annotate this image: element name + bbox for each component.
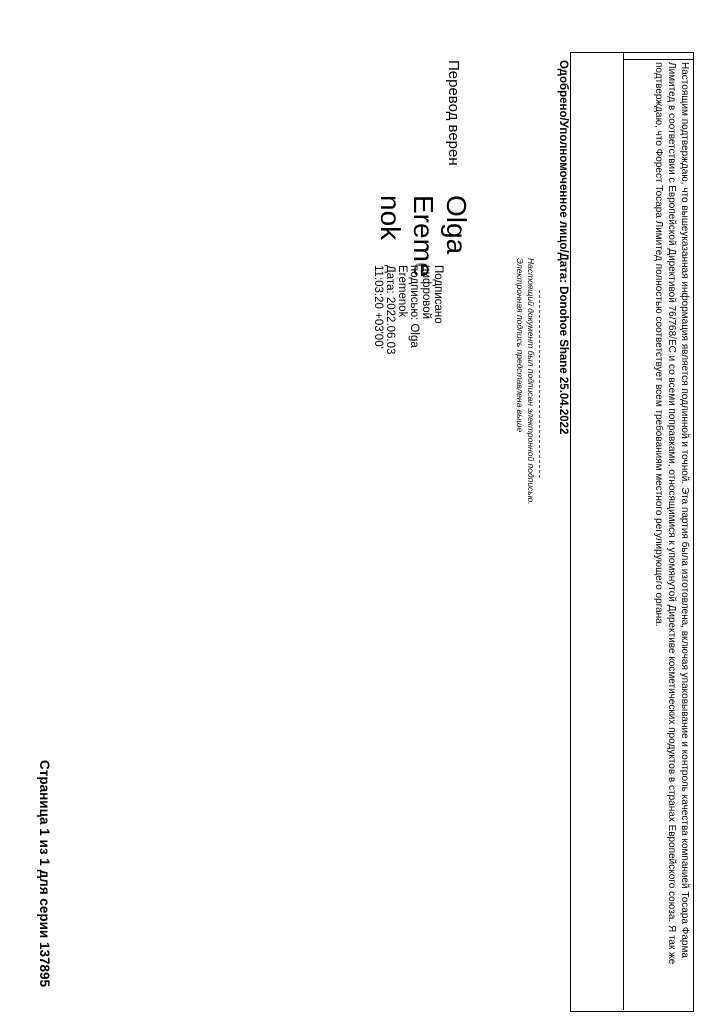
signature-line-6: 11:03:20 +03'00' — [372, 265, 384, 349]
translation-label: Перевод верен — [445, 60, 462, 166]
signer-name-part-3: nok — [375, 195, 406, 241]
page-footer: Страница 1 из 1 для серии 137895 — [37, 760, 52, 988]
table-divider — [624, 59, 694, 60]
signature-line-3: подписью: Olga — [408, 265, 420, 348]
confirmation-text-line-3: подтверждаю, что Форест Тосара Лимитед полностью соответствует всем требованиям местного регулирующего органа. — [653, 62, 664, 627]
signature-line-1: Подписано — [432, 265, 444, 324]
signer-name-part-1: Olga — [441, 195, 472, 255]
esign-notice-line-2: Электронная подпись представлена выше — [515, 258, 525, 433]
signature-line-4: Eremenok — [396, 265, 408, 318]
confirmation-text-line-2: Лимитед в соответствии с Европейской Директивой 76/768/ЕС и со всеми поправками, относящимися к упомянутой Директиве косметических продуктов в странах Европейского союза. Я так же — [666, 62, 677, 965]
signature-line-5: Дата: 2022.06.03 — [384, 265, 396, 355]
signature-line-2: цифровой — [420, 265, 432, 320]
signature-line — [539, 290, 540, 478]
signer-name-part-2: Ereme — [408, 195, 439, 278]
confirmation-text-line-1: Настоящим подтверждаю, что вышеуказанная информация является подлинной и точной. Эта партия была изготовлена, включая упаковывание и контроль качества компанией Тосара Фарма — [679, 62, 690, 958]
esign-notice-line-1: Настоящий документ был подписан электронной подписью. — [526, 258, 536, 505]
approval-line: Одобрено/Уполномоченное лицо/Дата: Donohoe Shane 25.04.2022 — [557, 60, 569, 435]
